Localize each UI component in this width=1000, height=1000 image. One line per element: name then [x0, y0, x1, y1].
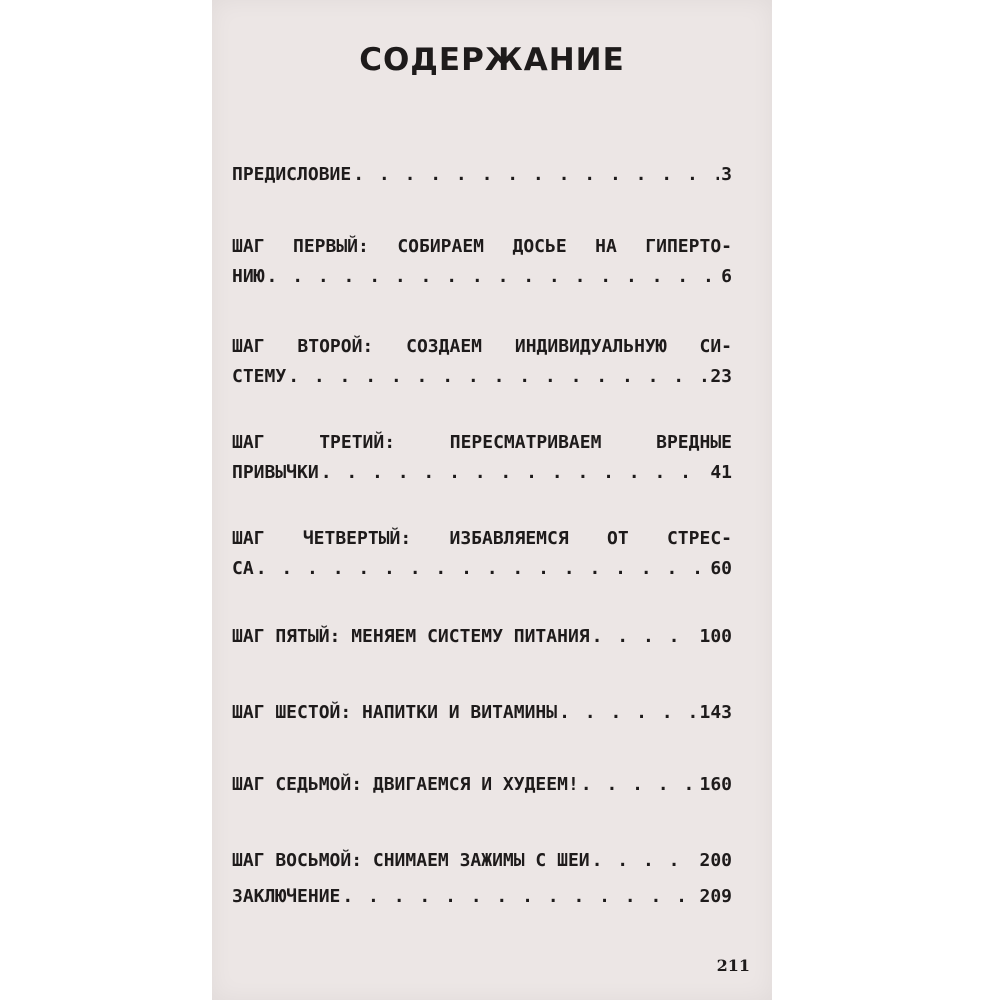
toc-entry-page: 3 — [721, 164, 732, 185]
toc-entry-page: 160 — [699, 774, 732, 795]
leader-dots — [342, 882, 697, 912]
leader-dots — [321, 458, 709, 488]
toc-entry-page: 100 — [699, 626, 732, 647]
toc-entry-title-cont: ПРИВЫЧКИ — [232, 462, 319, 483]
toc-entry-step-4 — [232, 524, 732, 584]
toc-entry-page: 6 — [721, 266, 732, 287]
toc-entry-title: ШАГ ЧЕТВЕРТЫЙ: ИЗБАВЛЯЕМСЯ ОТ СТРЕС- — [232, 528, 732, 549]
toc-entry-conclusion — [232, 882, 732, 912]
toc-entry-preface — [232, 160, 732, 190]
toc-entry-step-1 — [232, 232, 732, 292]
toc-entry-page: 60 — [710, 558, 732, 579]
toc-heading: СОДЕРЖАНИЕ — [359, 42, 625, 78]
toc-entry-step-6 — [232, 698, 732, 728]
leader-dots — [592, 846, 698, 876]
page-number: 211 — [716, 956, 750, 975]
toc-entry-page: 200 — [699, 850, 732, 871]
leader-dots — [592, 622, 698, 652]
toc-entry-step-3 — [232, 428, 732, 488]
toc-entry-title: ШАГ ПЯТЫЙ: МЕНЯЕМ СИСТЕМУ ПИТАНИЯ — [232, 626, 590, 647]
toc-entry-title: ШАГ ПЕРВЫЙ: СОБИРАЕМ ДОСЬЕ НА ГИПЕРТО- — [232, 236, 732, 257]
toc-entry-page: 209 — [699, 886, 732, 907]
book-page — [212, 0, 772, 1000]
leader-dots — [256, 554, 709, 584]
toc-entry-title-cont: СТЕМУ — [232, 366, 287, 387]
toc-entry-title: ШАГ ВТОРОЙ: СОЗДАЕМ ИНДИВИДУАЛЬНУЮ СИ- — [232, 336, 732, 357]
leader-dots — [288, 362, 708, 392]
leader-dots — [267, 262, 720, 292]
toc-entry-page: 143 — [699, 702, 732, 723]
toc-entry-title: ПРЕДИСЛОВИЕ — [232, 164, 352, 185]
toc-entry-title: ШАГ ШЕСТОЙ: НАПИТКИ И ВИТАМИНЫ — [232, 702, 558, 723]
toc-entry-step-8 — [232, 846, 732, 876]
toc-entry-step-5 — [232, 622, 732, 652]
leader-dots — [353, 160, 719, 190]
toc-entry-title: ЗАКЛЮЧЕНИЕ — [232, 886, 341, 907]
toc-entry-title: ШАГ СЕДЬМОЙ: ДВИГАЕМСЯ И ХУДЕЕМ! — [232, 774, 579, 795]
toc-entry-title: ШАГ ВОСЬМОЙ: СНИМАЕМ ЗАЖИМЫ С ШЕИ — [232, 850, 590, 871]
toc-entry-title-cont: СА — [232, 558, 254, 579]
toc-entry-page: 41 — [710, 462, 732, 483]
toc-entry-step-2 — [232, 332, 732, 392]
toc-entry-title: ШАГ ТРЕТИЙ: ПЕРЕСМАТРИВАЕМ ВРЕДНЫЕ — [232, 432, 732, 453]
toc-entry-page: 23 — [710, 366, 732, 387]
leader-dots — [559, 698, 697, 728]
leader-dots — [581, 770, 698, 800]
toc-entry-step-7 — [232, 770, 732, 800]
toc-entry-title-cont: НИЮ — [232, 266, 265, 287]
